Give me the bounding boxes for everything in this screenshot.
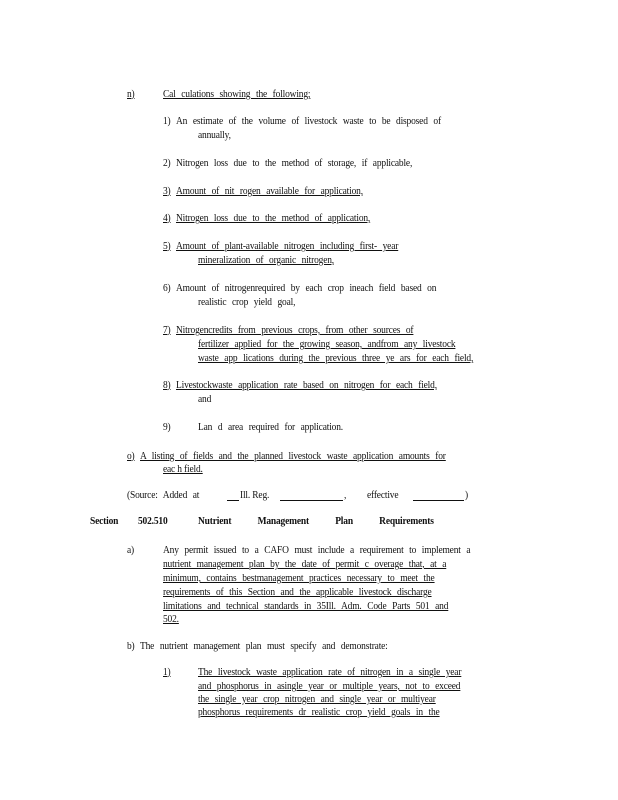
sublist-item-2-number: 2) <box>163 157 171 169</box>
source-blank-page <box>280 500 343 501</box>
item-b1-text: The livestock waste application rate of nitrogen in a single year <box>198 666 462 678</box>
sublist-item-5-text-cont: mineralization of organic nitrogen, <box>198 254 335 266</box>
sublist-item-6-number: 6) <box>163 282 171 294</box>
item-o-text: A listing of fields and the planned livestock waste application amounts for <box>140 450 446 462</box>
sublist-item-6-text-cont: realistic crop yield goal, <box>198 296 296 308</box>
sublist-item-7-text: Nitrogencredits from previous crops, from other sources of <box>176 324 414 336</box>
item-a-text: Any permit issued to a CAFO must include a requirement to implement a <box>163 544 471 556</box>
sublist-item-9-text: Lan d area required for application. <box>198 421 343 433</box>
sublist-item-7-number: 7) <box>163 324 171 336</box>
source-note-effective: effective <box>367 489 399 501</box>
item-a-text-cont-4: limitations and technical standards in 35Ill. Adm. Code Parts 501 and <box>163 600 449 612</box>
source-comma: , <box>344 489 347 501</box>
section-number: 502.510 <box>138 515 168 527</box>
section-label: Section <box>90 515 119 527</box>
sublist-item-4-text: Nitrogen loss due to the method of application, <box>176 212 371 224</box>
source-note-reg: Ill. Reg. <box>240 489 270 501</box>
sublist-item-5-text: Amount of plant-available nitrogen including first- year <box>176 240 399 252</box>
item-b-marker: b) <box>127 640 135 652</box>
sublist-item-4-number: 4) <box>163 212 171 224</box>
source-note-close: ) <box>465 489 468 501</box>
item-a-text-cont-5: 502. <box>163 613 179 625</box>
item-a-marker: a) <box>127 544 135 556</box>
item-a-text-cont: nutrient management plan by the date of permit c overage that, at a <box>163 558 447 570</box>
sublist-item-3-text: Amount of nit rogen available for application, <box>176 185 363 197</box>
section-title: Nutrient Management Plan Requirements <box>198 515 434 527</box>
item-o-marker: o) <box>127 450 135 462</box>
sublist-item-5-number: 5) <box>163 240 171 252</box>
item-n-marker: n) <box>127 88 135 100</box>
sublist-item-1-text-cont: annually, <box>198 129 231 141</box>
source-note-open: (Source: Added at <box>127 489 200 501</box>
item-a-text-cont-3: requirements of this Section and the applicable livestock discharge <box>163 586 432 598</box>
source-blank-date <box>413 500 464 501</box>
sublist-item-7-text-cont-2: waste app lications during the previous three ye ars for each field, <box>198 352 474 364</box>
sublist-item-8-text: Livestockwaste application rate based on nitrogen for each field, <box>176 379 437 391</box>
sublist-item-3-number: 3) <box>163 185 171 197</box>
item-n-heading: Cal culations showing the following; <box>163 88 311 100</box>
source-blank-volume <box>227 500 239 501</box>
sublist-item-8-text-cont: and <box>198 393 212 405</box>
item-o-text-cont: eac h field. <box>163 463 203 475</box>
item-a-text-cont-2: minimum, contains bestmanagement practices necessary to meet the <box>163 572 435 584</box>
sublist-item-7-text-cont: fertilizer applied for the growing season, andfrom any livestock <box>198 338 456 350</box>
item-b1-text-cont-2: the single year crop nitrogen and single year or multiyear <box>198 693 436 705</box>
item-b1-text-cont: and phosphorus in asingle year or multiple years, not to exceed <box>198 680 461 692</box>
sublist-item-1-text: An estimate of the volume of livestock waste to be disposed of <box>176 115 441 127</box>
sublist-item-9-number: 9) <box>163 421 171 433</box>
item-b-text: The nutrient management plan must specify and demonstrate: <box>140 640 388 652</box>
sublist-item-1-number: 1) <box>163 115 171 127</box>
sublist-item-6-text: Amount of nitrogenrequired by each crop ineach field based on <box>176 282 437 294</box>
item-b1-number: 1) <box>163 666 171 678</box>
item-b1-text-cont-3: phosphorus requirements dr realistic crop yield goals in the <box>198 706 440 718</box>
sublist-item-8-number: 8) <box>163 379 171 391</box>
sublist-item-2-text: Nitrogen loss due to the method of storage, if applicable, <box>176 157 413 169</box>
